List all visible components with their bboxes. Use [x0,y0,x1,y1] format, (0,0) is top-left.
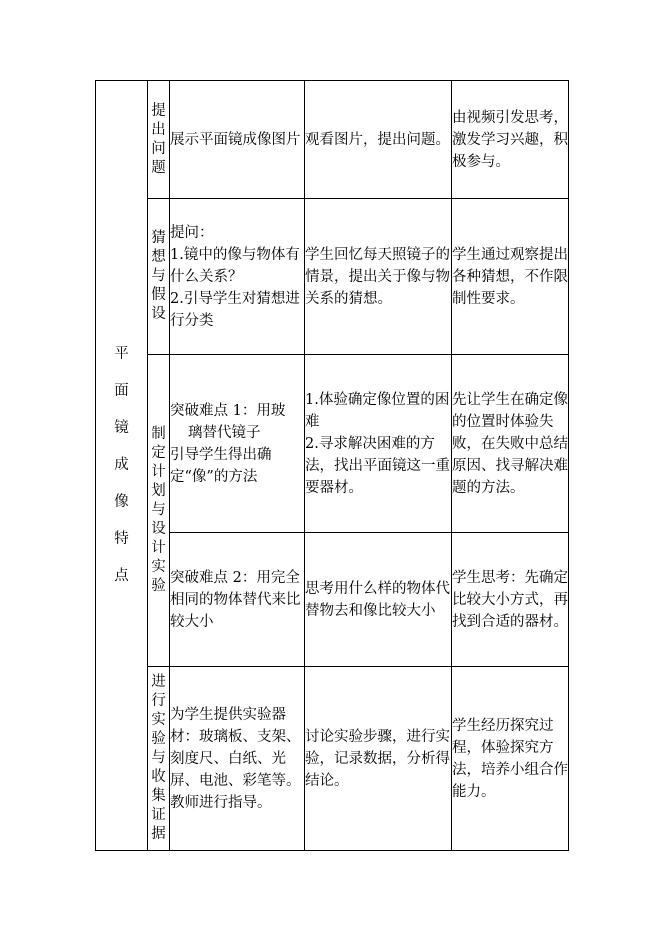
teacher-activity-cell [170,199,305,355]
design-intent-cell [452,355,569,533]
design-intent-text: 学生通过观察提出各种猜想，不作限制性要求。 [452,246,568,307]
stage-char: 与 [151,268,166,284]
stage-char: 实 [151,559,166,575]
topic-cell [96,81,148,851]
stage-char: 验 [151,578,166,594]
stage-cell [148,199,170,355]
stage-char: 验 [151,731,166,747]
stage-char: 划 [151,483,166,499]
teacher-activity-cell [170,355,305,533]
stage-char: 证 [151,807,166,823]
stage-char: 出 [151,121,166,138]
stage-cell [148,81,170,199]
student-activity-cell [305,81,452,199]
stage-char: 题 [151,159,166,176]
student-activity-text: 学生回忆每天照镜子的情景，提出关于像与物关系的猜想。 [305,246,450,307]
table-row [96,667,569,851]
teacher-activity-text: 展示平面镜成像图片 [170,131,301,148]
table-row [96,199,569,355]
design-intent-cell [452,533,569,667]
stage-cell [148,667,170,851]
stage-char: 想 [151,249,166,265]
teacher-activity-text: 为学生提供实验器材：玻璃板、支架、刻度尺、白纸、光屏、电池、彩笔等。 [170,706,301,789]
stage-char: 计 [151,464,166,480]
teacher-activity-text: 提问： [170,224,214,241]
student-activity-text: 讨论实验步骤，进行实验，记录数据，分析得结论。 [305,728,450,789]
teacher-activity-text: 突破难点 1：用玻 [170,402,286,419]
topic-char: 点 [114,568,129,584]
student-activity-cell [305,199,452,355]
student-activity-text: 观看图片，提出问题。 [305,131,450,148]
stage-char: 据 [151,826,166,842]
design-intent-text: 由视频引发思考，激发学习兴趣，积极参与。 [452,109,568,170]
stage-char: 制 [151,426,166,442]
student-activity-text: 思考用什么样的物体代替物去和像比较大小 [305,580,450,619]
student-activity-cell [305,667,452,851]
table-row [96,81,569,199]
stage-char: 集 [151,788,166,804]
stage-char: 进 [151,674,166,690]
design-intent-text: 先让学生在确定像的位置时体验失败，在失败中总结原因、找寻解决难题的方法。 [452,391,568,496]
teacher-activity-text: 璃替代镜子 [188,424,261,441]
stage-char: 计 [151,540,166,556]
teacher-activity-cell [170,667,305,851]
teacher-activity-text: 2.引导学生对猜想进行分类 [170,290,300,329]
design-intent-text: 学生思考：先确定比较大小方式，再找到合适的器材。 [452,569,568,630]
design-intent-cell [452,199,569,355]
topic-char: 特 [114,531,129,547]
design-intent-cell [452,81,569,199]
stage-cell [148,355,170,667]
stage-char: 设 [151,521,166,537]
stage-char: 与 [151,750,166,766]
teacher-activity-text: 教师进行指导。 [170,794,272,811]
teacher-activity-text: 1.镜中的像与物体有什么关系？ [170,246,300,285]
stage-char: 实 [151,712,166,728]
stage-char: 行 [151,693,166,709]
teacher-activity-cell [170,533,305,667]
table-row [96,355,569,533]
topic-char: 成 [114,457,129,473]
student-activity-cell [305,355,452,533]
topic-char: 镜 [114,420,129,436]
lesson-plan-table [95,80,569,851]
stage-char: 假 [151,287,166,303]
stage-char: 定 [151,445,166,461]
teacher-activity-text: 引导学生得出确定“像”的方法 [170,446,272,485]
design-intent-text: 学生经历探究过程，体验探究方法，培养小组合作能力。 [452,717,568,800]
topic-char: 像 [114,494,129,510]
stage-char: 问 [151,140,166,157]
student-activity-text: 1.体验确定像位置的困难 [305,391,450,430]
topic-char: 平 [114,346,129,362]
stage-char: 猜 [151,230,166,246]
student-activity-text: 2.寻求解决困难的方法，找出平面镜这一重要器材。 [305,435,450,496]
teacher-activity-text: 突破难点 2：用完全相同的物体替代来比较大小 [170,569,301,630]
stage-char: 提 [151,102,166,119]
stage-char: 与 [151,502,166,518]
topic-char: 面 [114,383,129,399]
stage-char: 设 [151,306,166,322]
teacher-activity-cell [170,81,305,199]
student-activity-cell [305,533,452,667]
stage-char: 收 [151,769,166,785]
design-intent-cell [452,667,569,851]
